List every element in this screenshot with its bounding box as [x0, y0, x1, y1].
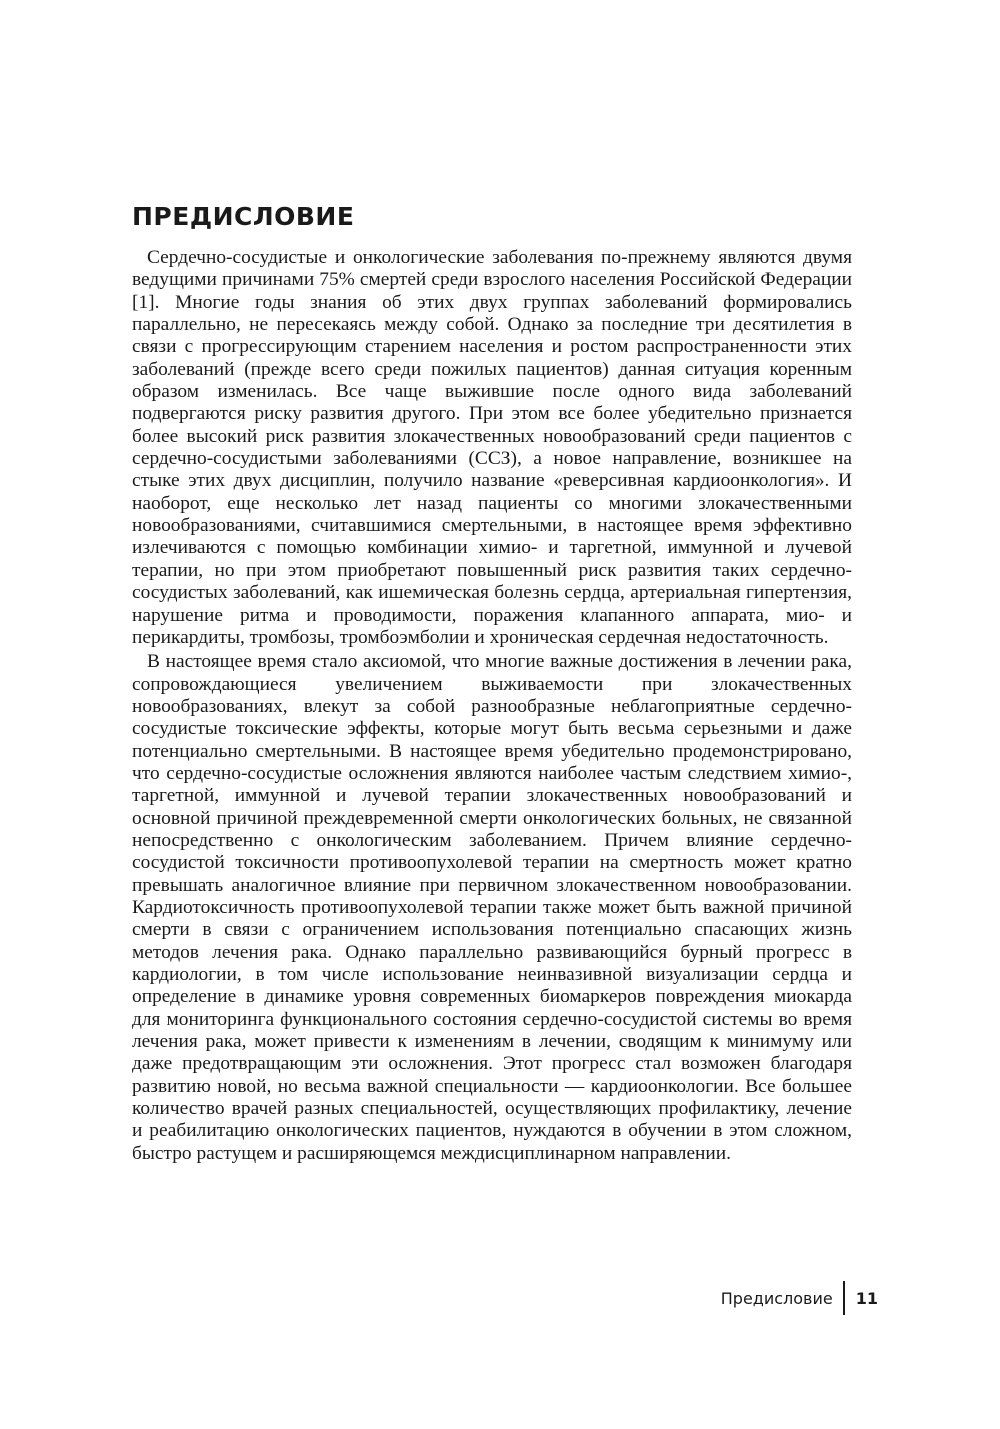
paragraph: В настоящее время стало аксиомой, что многие важные достижения в лечении рака, сопровождающиеся увеличением выживаемости при злокачественных новообразованиях, влекут за собой разнообразные неблагоприятные сердечно-сосудистые токсические эффекты, которые могут быть весьма серьезными и даже потенциально смертельными. В настоящее время убедительно продемонстрировано, что сердечно-сосудистые осложнения являются наиболее частым следствием химио-, таргетной, иммунной и лучевой терапии злокачественных новообразований и основной причиной преждевременной смерти онкологических больных, не связанной непосредственно с онкологическим заболеванием. Причем влияние сердечно-сосудистой токсичности противоопухолевой терапии на смертность может кратно превышать аналогичное влияние при первичном злокачественном новообразовании. Кардиотоксичность противоопухолевой терапии также может быть важной причиной смерти в связи с ограничением использования потенциально спасающих жизнь методов лечения рака. Однако параллельно развивающийся бурный прогресс в кардиологии, в том числе использование неинвазивной визуализации сердца и определение в динамике уровня современных биомаркеров повреждения миокарда для мониторинга функционального состояния сердечно-сосудистой системы во время лечения рака, может привести к изменениям в лечении, сводящим к минимуму или даже предотвращающим эти осложнения. Этот прогресс стал возможен благодаря развитию новой, но весьма важной специальности — кардиоонкологии. Все большее количество врачей разных специальностей, осуществляющих профилактику, лечение и реабилитацию онкологических пациентов, нуждаются в обучении в этом сложном, быстро растущем и расширяющемся междисциплинарном направлении. — [132, 651, 852, 1164]
body-text — [132, 247, 852, 1167]
page-title: ПРЕДИСЛОВИЕ — [132, 202, 355, 231]
page-footer — [721, 1281, 878, 1315]
running-footer-section: Предисловие — [720, 1288, 833, 1308]
paragraph: Сердечно-сосудистые и онкологические заболевания по-прежнему являются двумя ведущими причинами 75% смертей среди взрослого населения Российской Федерации [1]. Многие годы знания об этих двух группах заболеваний формировались параллельно, не пересекаясь между собой. Однако за последние три десятилетия в связи с прогрессирующим старением населения и ростом распространенности этих заболеваний (прежде всего среди пожилых пациентов) данная ситуация коренным образом изменилась. Все чаще выжившие после одного вида заболеваний подвергаются риску развития другого. При этом все более убедительно признается более высокий риск развития злокачественных новообразований среди пациентов с сердечно-сосудистыми заболеваниями (ССЗ), а новое направление, возникшее на стыке этих двух дисциплин, получило название «реверсивная кардиоонкология». И наоборот, еще несколько лет назад пациенты со многими злокачественными новообразованиями, считавшимися смертельными, в настоящее время эффективно излечиваются с помощью комбинации химио- и таргетной, иммунной и лучевой терапии, но при этом приобретают повышенный риск развития таких сердечно-сосудистых заболеваний, как ишемическая болезнь сердца, артериальная гипертензия, нарушение ритма и проводимости, поражения клапанного аппарата, мио- и перикардиты, тромбозы, тромбоэмболии и хроническая сердечная недостаточность. — [132, 247, 852, 648]
page-number: 11 — [855, 1288, 878, 1308]
